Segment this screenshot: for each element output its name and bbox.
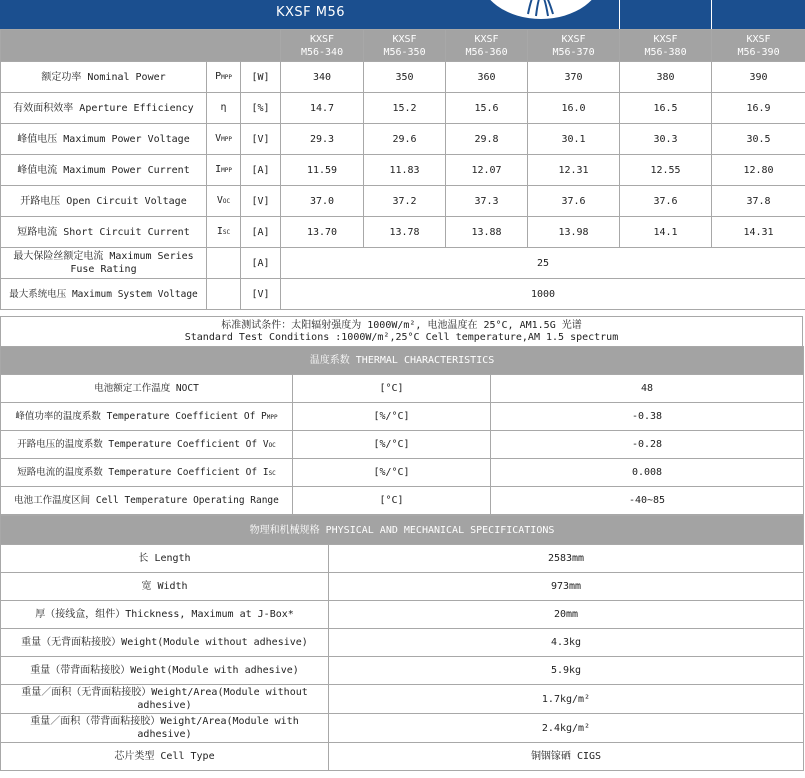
thermal-row	[1, 375, 804, 403]
system-voltage-value: 1000	[281, 279, 805, 310]
parameter-value: 29.3	[281, 124, 364, 155]
parameter-value: 380	[620, 62, 712, 93]
symbol-main: η	[220, 102, 227, 113]
model-header	[712, 30, 805, 62]
parameter-unit: [V]	[241, 124, 281, 155]
symbol-subscript: MPP	[221, 136, 232, 143]
parameter-value: 12.55	[620, 155, 712, 186]
fuse-unit: [A]	[241, 248, 281, 279]
stc-note-english: Standard Test Conditions :1000W/m²,25°C Cell temperature,AM 1.5 spectrum	[184, 331, 619, 343]
model-name-line1: KXSF	[746, 33, 771, 45]
mechanical-value: 铜铟镓硒 CIGS	[329, 743, 804, 771]
parameter-value: 37.2	[364, 186, 446, 217]
mechanical-label: 芯片类型 Cell Type	[1, 743, 329, 771]
mechanical-label: 重量（带背面粘接胶）Weight(Module with adhesive)	[1, 657, 329, 685]
parameter-unit: [W]	[241, 62, 281, 93]
parameter-value: 340	[281, 62, 364, 93]
model-name-line1: KXSF	[653, 33, 678, 45]
parameter-value: 15.6	[446, 93, 528, 124]
mechanical-label: 重量／面积（带背面粘接胶）Weight/Area(Module with adhesive)	[1, 714, 329, 743]
thermal-label-text: 短路电流的温度系数 Temperature Coefficient Of I	[17, 466, 269, 478]
parameter-value: 390	[712, 62, 805, 93]
parameter-value: 370	[528, 62, 620, 93]
parameter-symbol	[207, 217, 241, 248]
system-voltage-row	[1, 279, 805, 310]
thermal-value: -40~85	[491, 487, 804, 515]
parameter-value: 13.98	[528, 217, 620, 248]
stc-note-chinese: 标准测试条件：太阳辐射强度为 1000W/m², 电池温度在 25°C, AM1.5G 光谱	[221, 319, 582, 331]
electrical-row	[1, 124, 805, 155]
thermal-rows	[1, 375, 804, 515]
parameter-unit: [%]	[241, 93, 281, 124]
thermal-value: -0.28	[491, 431, 804, 459]
system-voltage-unit: [V]	[241, 279, 281, 310]
model-name-line2: M56-380	[644, 46, 687, 58]
title-bar	[0, 0, 805, 29]
mechanical-label: 重量（无背面粘接胶）Weight(Module without adhesive)	[1, 629, 329, 657]
mechanical-label: 厚（接线盒，组件）Thickness, Maximum at J-Box*	[1, 601, 329, 629]
parameter-value: 29.8	[446, 124, 528, 155]
mechanical-label: 宽 Width	[1, 573, 329, 601]
thermal-unit: [%/°C]	[293, 403, 491, 431]
mechanical-value: 973mm	[329, 573, 804, 601]
parameter-label: 峰值电流 Maximum Power Current	[1, 155, 207, 186]
thermal-label-text: 峰值功率的温度系数 Temperature Coefficient Of P	[15, 410, 267, 422]
parameter-value: 16.0	[528, 93, 620, 124]
mechanical-value: 5.9kg	[329, 657, 804, 685]
model-name-line1: KXSF	[474, 33, 499, 45]
thermal-label	[1, 431, 293, 459]
electrical-rows	[1, 62, 805, 248]
fuse-symbol	[207, 248, 241, 279]
mechanical-row	[1, 714, 804, 743]
electrical-row	[1, 93, 805, 124]
model-name-line1: KXSF	[392, 33, 417, 45]
parameter-value: 37.8	[712, 186, 805, 217]
parameter-label: 额定功率 Nominal Power	[1, 62, 207, 93]
stc-note-table	[0, 316, 803, 347]
electrical-row	[1, 155, 805, 186]
model-name-line2: M56-340	[300, 46, 344, 58]
symbol-subscript: MPP	[221, 74, 232, 81]
model-header	[528, 30, 620, 62]
symbol-subscript: SC	[222, 229, 231, 236]
fuse-rating-label	[1, 248, 207, 279]
electrical-row	[1, 62, 805, 93]
parameter-value: 37.0	[281, 186, 364, 217]
parameter-value: 350	[364, 62, 446, 93]
parameter-value: 14.1	[620, 217, 712, 248]
parameter-unit: [V]	[241, 186, 281, 217]
mechanical-value: 2583mm	[329, 545, 804, 573]
mechanical-value: 20mm	[329, 601, 804, 629]
parameter-value: 37.6	[620, 186, 712, 217]
title-divider	[711, 0, 712, 29]
parameter-value: 16.9	[712, 93, 805, 124]
electrical-row	[1, 217, 805, 248]
thermal-label-subscript: MPP	[266, 413, 278, 421]
brand-logo-icon	[478, 0, 604, 20]
parameter-symbol	[207, 186, 241, 217]
title-divider	[619, 0, 620, 29]
symbol-main: I	[215, 164, 222, 175]
parameter-value: 37.3	[446, 186, 528, 217]
parameter-value: 13.78	[364, 217, 446, 248]
thermal-table	[0, 346, 804, 515]
parameter-value: 16.5	[620, 93, 712, 124]
parameter-label: 开路电压 Open Circuit Voltage	[1, 186, 207, 217]
parameter-label: 短路电流 Short Circuit Current	[1, 217, 207, 248]
thermal-unit: [°C]	[293, 375, 491, 403]
model-name-line1: KXSF	[561, 33, 586, 45]
mechanical-section-title: 物理和机械规格 PHYSICAL AND MECHANICAL SPECIFICATIONS	[1, 516, 804, 545]
symbol-main: I	[216, 226, 223, 237]
fuse-label-line2: Fuse Rating	[70, 264, 137, 275]
mechanical-row	[1, 629, 804, 657]
parameter-value: 15.2	[364, 93, 446, 124]
parameter-symbol	[207, 62, 241, 93]
model-header	[446, 30, 528, 62]
parameter-value: 12.80	[712, 155, 805, 186]
mechanical-row	[1, 685, 804, 714]
electrical-specs-table	[0, 29, 805, 310]
mechanical-value: 2.4kg/m²	[329, 714, 804, 743]
parameter-value: 11.59	[281, 155, 364, 186]
symbol-main: V	[215, 133, 222, 144]
parameter-value: 29.6	[364, 124, 446, 155]
symbol-main: V	[216, 195, 223, 206]
model-header	[364, 30, 446, 62]
fuse-rating-row	[1, 248, 805, 279]
header-blank	[1, 30, 281, 62]
symbol-subscript: MPP	[221, 167, 232, 174]
thermal-label-text: 电池工作温度区间 Cell Temperature Operating Range	[14, 494, 279, 506]
model-name-line2: M56-360	[465, 46, 508, 58]
fuse-value: 25	[281, 248, 805, 279]
parameter-value: 13.88	[446, 217, 528, 248]
thermal-label-text: 电池额定工作温度 NOCT	[94, 382, 199, 394]
parameter-value: 30.3	[620, 124, 712, 155]
parameter-unit: [A]	[241, 155, 281, 186]
mechanical-rows	[1, 545, 804, 771]
thermal-value: 48	[491, 375, 804, 403]
thermal-unit: [°C]	[293, 487, 491, 515]
symbol-main: P	[215, 71, 222, 82]
thermal-section-title: 温度系数 THERMAL CHARACTERISTICS	[1, 347, 804, 375]
mechanical-row	[1, 545, 804, 573]
parameter-symbol	[207, 155, 241, 186]
thermal-label	[1, 459, 293, 487]
parameter-unit: [A]	[241, 217, 281, 248]
parameter-symbol	[207, 93, 241, 124]
model-header-row	[1, 30, 805, 62]
thermal-label	[1, 403, 293, 431]
mechanical-row	[1, 657, 804, 685]
system-voltage-symbol	[207, 279, 241, 310]
product-title: KXSF M56	[276, 5, 346, 20]
thermal-row	[1, 403, 804, 431]
thermal-row	[1, 431, 804, 459]
mechanical-value: 4.3kg	[329, 629, 804, 657]
symbol-subscript: OC	[222, 198, 231, 205]
thermal-label	[1, 487, 293, 515]
parameter-symbol	[207, 124, 241, 155]
parameter-value: 12.31	[528, 155, 620, 186]
thermal-label-subscript: OC	[268, 441, 276, 449]
thermal-row	[1, 487, 804, 515]
parameter-value: 14.7	[281, 93, 364, 124]
mechanical-row	[1, 601, 804, 629]
model-header	[620, 30, 712, 62]
thermal-label-text: 开路电压的温度系数 Temperature Coefficient Of V	[17, 438, 269, 450]
thermal-label-subscript: SC	[268, 469, 276, 477]
mechanical-row	[1, 573, 804, 601]
parameter-value: 360	[446, 62, 528, 93]
model-name-line1: KXSF	[309, 33, 335, 45]
model-name-line2: M56-370	[552, 46, 595, 58]
model-name-line2: M56-350	[383, 46, 426, 58]
model-name-line2: M56-390	[737, 46, 780, 58]
parameter-value: 30.1	[528, 124, 620, 155]
thermal-label	[1, 375, 293, 403]
stc-note	[1, 317, 803, 347]
parameter-value: 37.6	[528, 186, 620, 217]
parameter-value: 11.83	[364, 155, 446, 186]
thermal-unit: [%/°C]	[293, 459, 491, 487]
parameter-label: 有效面积效率 Aperture Efficiency	[1, 93, 207, 124]
mechanical-row	[1, 743, 804, 771]
fuse-label-line1: 最大保险丝额定电流 Maximum Series	[13, 251, 194, 262]
parameter-value: 30.5	[712, 124, 805, 155]
parameter-value: 13.70	[281, 217, 364, 248]
parameter-value: 12.07	[446, 155, 528, 186]
parameter-label: 峰值电压 Maximum Power Voltage	[1, 124, 207, 155]
parameter-value: 14.31	[712, 217, 805, 248]
electrical-row	[1, 186, 805, 217]
thermal-value: -0.38	[491, 403, 804, 431]
thermal-unit: [%/°C]	[293, 431, 491, 459]
thermal-value: 0.008	[491, 459, 804, 487]
mechanical-value: 1.7kg/m²	[329, 685, 804, 714]
thermal-row	[1, 459, 804, 487]
mechanical-table	[0, 515, 804, 771]
model-header	[281, 30, 364, 62]
system-voltage-label: 最大系统电压 Maximum System Voltage	[1, 279, 207, 310]
mechanical-label: 长 Length	[1, 545, 329, 573]
mechanical-label: 重量／面积（无背面粘接胶）Weight/Area(Module without adhesive)	[1, 685, 329, 714]
